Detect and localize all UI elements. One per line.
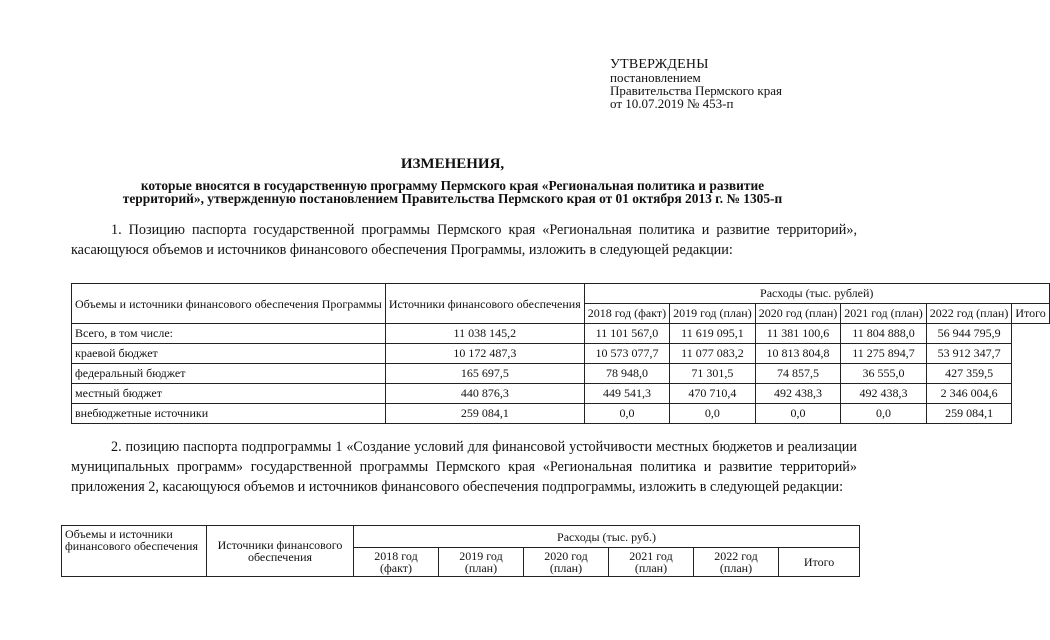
table-row xyxy=(72,384,1050,404)
column-header: 2018 год (факт) xyxy=(584,304,669,324)
table-cell: 11 381 100,6 xyxy=(755,324,841,344)
table-cell: 11 804 888,0 xyxy=(841,324,927,344)
table-row xyxy=(72,324,1050,344)
approval-stamp xyxy=(610,58,782,110)
column-kind: (план) xyxy=(634,561,668,576)
table-cell: 0,0 xyxy=(841,404,927,424)
approval-line: от 10.07.2019 № 453-п xyxy=(610,96,734,111)
row-label: внебюджетные источники xyxy=(72,404,386,424)
column-header: 2020 год (план) xyxy=(755,304,841,324)
table-cell: 10 813 804,8 xyxy=(755,344,841,364)
subtitle-line: территорий», утвержденную постановлением Правительства Пермского края от 01 октября 2013 г. № 1305-п xyxy=(122,191,783,206)
table-cell: 0,0 xyxy=(584,404,669,424)
table-cell: 10 573 077,7 xyxy=(584,344,669,364)
table-cell: 165 697,5 xyxy=(385,364,584,384)
table-cell: 11 275 894,7 xyxy=(841,344,927,364)
table-cell: 427 359,5 xyxy=(926,364,1012,384)
financing-table-program xyxy=(71,283,1050,424)
document-subtitle xyxy=(50,179,855,205)
subtitle-line: которые вносятся в государственную программу Пермского края «Региональная политика и развитие xyxy=(140,178,765,193)
table-row xyxy=(72,364,1050,384)
table-cell: 71 301,5 xyxy=(670,364,756,384)
table-side-label: Объемы и источники финансового обеспечения Программы xyxy=(72,284,386,324)
table-cell: 74 857,5 xyxy=(755,364,841,384)
table-row xyxy=(72,404,1050,424)
row-label: Всего, в том числе: xyxy=(72,324,386,344)
row-label: краевой бюджет xyxy=(72,344,386,364)
financing-table-subprogram xyxy=(61,525,860,577)
table-cell: 11 101 567,0 xyxy=(584,324,669,344)
approval-line: Правительства Пермского края xyxy=(610,83,782,98)
column-header xyxy=(354,548,439,577)
column-header: 2021 год (план) xyxy=(841,304,927,324)
table-cell: 53 912 347,7 xyxy=(926,344,1012,364)
row-label: местный бюджет xyxy=(72,384,386,404)
expenses-header: Расходы (тыс. рублей) xyxy=(584,284,1049,304)
column-header-total: Итого xyxy=(779,548,860,577)
table-cell: 259 084,1 xyxy=(385,404,584,424)
column-header xyxy=(524,548,609,577)
table-cell: 2 346 004,6 xyxy=(926,384,1012,404)
table-cell: 36 555,0 xyxy=(841,364,927,384)
column-header: Итого xyxy=(1012,304,1049,324)
column-header xyxy=(694,548,779,577)
table-cell: 492 438,3 xyxy=(841,384,927,404)
table-cell: 470 710,4 xyxy=(670,384,756,404)
column-year: 2022 год xyxy=(714,549,758,564)
document-title: ИЗМЕНЕНИЯ, xyxy=(400,156,505,172)
approval-heading: УТВЕРЖДЕНЫ xyxy=(610,57,709,72)
paragraph-2 xyxy=(71,437,857,497)
table-side-label: Объемы и источники финансового обеспечения xyxy=(62,526,207,577)
column-year: 2019 год xyxy=(459,549,503,564)
column-year: 2020 год xyxy=(544,549,588,564)
table-cell: 0,0 xyxy=(670,404,756,424)
table-cell: 492 438,3 xyxy=(755,384,841,404)
table-cell: 440 876,3 xyxy=(385,384,584,404)
column-kind: (план) xyxy=(464,561,498,576)
paragraph-1 xyxy=(71,220,857,260)
column-kind: (план) xyxy=(719,561,753,576)
expenses-header: Расходы (тыс. руб.) xyxy=(354,526,860,548)
column-header xyxy=(609,548,694,577)
table-row xyxy=(72,344,1050,364)
sources-header: Источники финансового обеспечения xyxy=(207,526,354,577)
paragraph-2-text: 2. позицию паспорта подпрограммы 1 «Создание условий для финансовой устойчивости местных бюджетов и реализации муниципальных программ» государственной программы Пермского края «Региональная политика и развитие территорий» приложения 2, касающуюся объемов и источников финансового обеспечения подпрограммы, изложить в следующей редакции: xyxy=(71,439,857,495)
table-cell: 0,0 xyxy=(755,404,841,424)
table-cell: 11 077 083,2 xyxy=(670,344,756,364)
table-cell: 11 038 145,2 xyxy=(385,324,584,344)
sources-header: Источники финансового обеспечения xyxy=(385,284,584,324)
column-header: 2019 год (план) xyxy=(670,304,756,324)
approval-line: постановлением xyxy=(610,70,701,85)
column-year: 2021 год xyxy=(629,549,673,564)
table-cell: 10 172 487,3 xyxy=(385,344,584,364)
column-header: 2022 год (план) xyxy=(926,304,1012,324)
table-cell: 449 541,3 xyxy=(584,384,669,404)
column-year: 2018 год xyxy=(374,549,418,564)
paragraph-1-text: 1. Позицию паспорта государственной программы Пермского края «Региональная политика и развитие территорий», касающуюся объемов и источников финансового обеспечения Программы, изложить в следующей редакции: xyxy=(71,222,857,258)
row-label: федеральный бюджет xyxy=(72,364,386,384)
table-cell: 78 948,0 xyxy=(584,364,669,384)
table-cell: 259 084,1 xyxy=(926,404,1012,424)
table-cell: 11 619 095,1 xyxy=(670,324,756,344)
column-kind: (факт) xyxy=(379,561,412,576)
table-cell: 56 944 795,9 xyxy=(926,324,1012,344)
column-header xyxy=(439,548,524,577)
column-kind: (план) xyxy=(549,561,583,576)
